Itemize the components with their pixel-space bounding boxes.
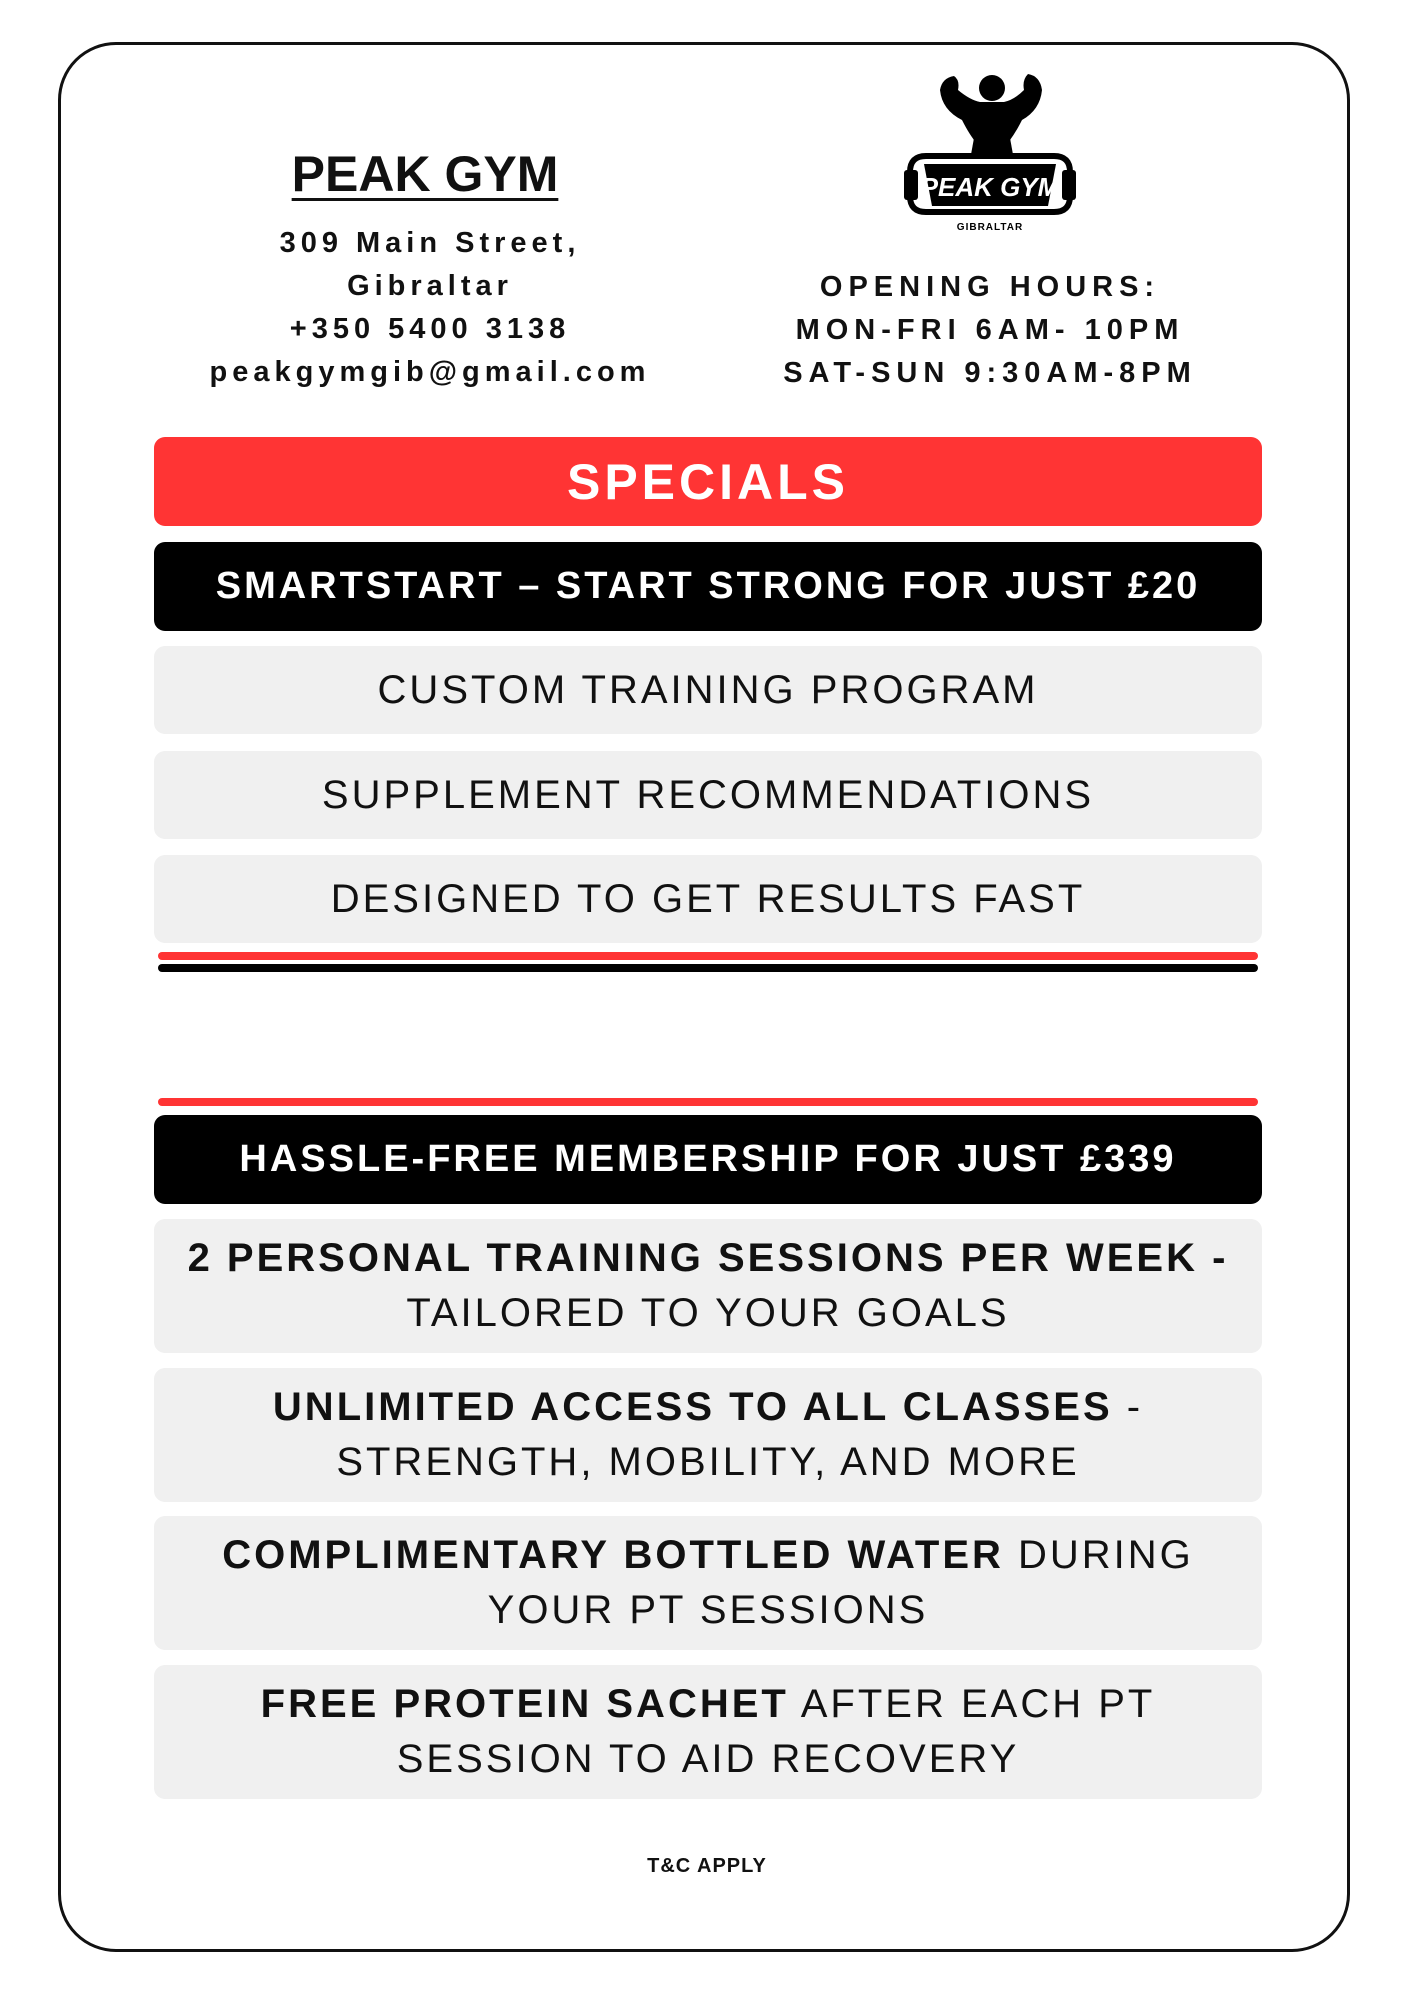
opening-hours-weekend: SAT-SUN 9:30AM-8PM [783, 357, 1197, 389]
peak-gym-logo [880, 60, 1100, 240]
membership-item-bold: COMPLIMENTARY BOTTLED WATER [222, 1533, 1004, 1577]
address-line-2: Gibraltar [347, 270, 513, 302]
opening-hours-title: OPENING HOURS: [819, 271, 1161, 303]
smartstart-heading-text: SMARTSTART – START STRONG FOR JUST £20 [215, 565, 1201, 607]
terms-note: T&C APPLY [647, 1855, 767, 1877]
email-address: peakgymgib@gmail.com [209, 356, 651, 388]
smartstart-item [154, 646, 1262, 734]
membership-item-line2: YOUR PT SESSIONS [487, 1588, 929, 1632]
membership-item-bold: UNLIMITED ACCESS TO ALL CLASSES [272, 1385, 1113, 1429]
logo-text: PEAK GYM [920, 172, 1060, 202]
membership-item-rest: - [1112, 1385, 1144, 1429]
specials-banner [154, 437, 1262, 526]
smartstart-item [154, 751, 1262, 839]
membership-item-rest: DURING [1003, 1533, 1194, 1577]
membership-heading [154, 1115, 1262, 1204]
membership-item-line2: SESSION TO AID RECOVERY [396, 1737, 1020, 1781]
specials-title: SPECIALS [566, 453, 850, 510]
smartstart-item-text: SUPPLEMENT RECOMMENDATIONS [321, 772, 1095, 817]
membership-item [154, 1219, 1262, 1353]
membership-item-line2: TAILORED TO YOUR GOALS [406, 1291, 1010, 1335]
logo-subtext: GIBRALTAR [956, 222, 1024, 233]
smartstart-item-text: DESIGNED TO GET RESULTS FAST [330, 876, 1086, 921]
address-line-1: 309 Main Street, [279, 227, 581, 259]
divider-red [158, 1098, 1258, 1106]
membership-item-line2: STRENGTH, MOBILITY, AND MORE [336, 1440, 1080, 1484]
contact-info [170, 222, 690, 394]
divider-red [158, 952, 1258, 960]
smartstart-item [154, 855, 1262, 943]
opening-hours-weekday: MON-FRI 6AM- 10PM [795, 314, 1185, 346]
phone-number: +350 5400 3138 [289, 313, 571, 345]
membership-heading-text: HASSLE-FREE MEMBERSHIP FOR JUST £339 [239, 1138, 1177, 1180]
membership-item [154, 1368, 1262, 1502]
opening-hours [720, 266, 1260, 395]
divider-black [158, 964, 1258, 972]
membership-item [154, 1665, 1262, 1799]
smartstart-heading [154, 542, 1262, 631]
membership-item-rest: AFTER EACH PT [788, 1682, 1156, 1726]
membership-item-bold: FREE PROTEIN SACHET [260, 1682, 789, 1726]
membership-item [154, 1516, 1262, 1650]
membership-item-bold: 2 PERSONAL TRAINING SESSIONS PER WEEK - [187, 1236, 1229, 1280]
gym-name: PEAK GYM [291, 146, 559, 202]
smartstart-item-text: CUSTOM TRAINING PROGRAM [377, 667, 1039, 712]
